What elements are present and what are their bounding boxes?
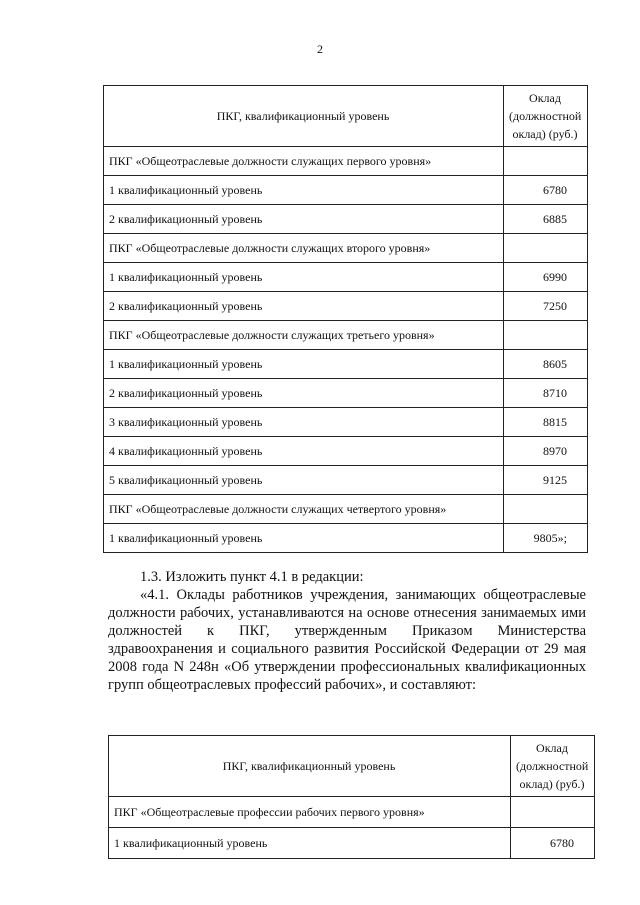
row-pkg-level: 1 квалификационный уровень (104, 176, 504, 205)
row-salary-value: 6780 (511, 828, 595, 859)
row-salary-value: 7250 (504, 292, 588, 321)
header-pkg-level: ПКГ, квалификационный уровень (109, 736, 511, 797)
table-row (104, 147, 588, 176)
table-header-row (109, 736, 595, 797)
row-pkg-level: ПКГ «Общеотраслевые должности служащих четвертого уровня» (104, 495, 504, 524)
row-pkg-level: 2 квалификационный уровень (104, 205, 504, 234)
row-pkg-level: 4 квалификационный уровень (104, 437, 504, 466)
row-salary-value (511, 797, 595, 828)
page-number: 2 (317, 42, 323, 56)
table-row (104, 321, 588, 350)
row-salary-value: 6990 (504, 263, 588, 292)
row-pkg-level: 3 квалификационный уровень (104, 408, 504, 437)
table-header-row (104, 86, 588, 147)
salary-table-employees (103, 85, 588, 553)
table-row (104, 495, 588, 524)
row-pkg-level: 5 квалификационный уровень (104, 466, 504, 495)
paragraph-1-3: 1.3. Изложить пункт 4.1 в редакции: (140, 569, 364, 585)
row-pkg-level: 1 квалификационный уровень (109, 828, 511, 859)
row-pkg-level: ПКГ «Общеотраслевые должности служащих второго уровня» (104, 234, 504, 263)
row-pkg-level: 1 квалификационный уровень (104, 524, 504, 553)
row-pkg-level: 2 квалификационный уровень (104, 379, 504, 408)
table-row (109, 828, 595, 859)
row-salary-value: 8815 (504, 408, 588, 437)
table-row (104, 234, 588, 263)
row-pkg-level: ПКГ «Общеотраслевые профессии рабочих первого уровня» (109, 797, 511, 828)
table-row (104, 408, 588, 437)
header-salary: Оклад (должностной оклад) (руб.) (511, 736, 595, 797)
table-row (104, 176, 588, 205)
row-pkg-level: ПКГ «Общеотраслевые должности служащих первого уровня» (104, 147, 504, 176)
row-salary-value (504, 234, 588, 263)
row-salary-value: 8710 (504, 379, 588, 408)
table-row (104, 263, 588, 292)
table-row (104, 437, 588, 466)
table-row (109, 797, 595, 828)
row-salary-value (504, 321, 588, 350)
table-row (104, 524, 588, 553)
table-row (104, 379, 588, 408)
row-salary-value: 6885 (504, 205, 588, 234)
table-row (104, 350, 588, 379)
row-salary-value (504, 495, 588, 524)
row-salary-value: 9805»; (504, 524, 588, 553)
table-row (104, 205, 588, 234)
table-row (104, 466, 588, 495)
row-salary-value: 8605 (504, 350, 588, 379)
row-salary-value (504, 147, 588, 176)
paragraph-4-1: «4.1. Оклады работников учреждения, занимающих общеотраслевые должности рабочих, устанавливаются на основе отнесения занимаемых ими должностей к ПКГ, утвержденным Приказом Министерства здравоохранения и социального развития Российской Федерации от 29 мая 2008 года N 248н «Об утверждении профессиональных квалификационных групп общеотраслевых профессий рабочих», и составляют: (108, 587, 586, 693)
salary-table-workers (108, 735, 595, 859)
table-row (104, 292, 588, 321)
row-pkg-level: 1 квалификационный уровень (104, 263, 504, 292)
row-pkg-level: ПКГ «Общеотраслевые должности служащих третьего уровня» (104, 321, 504, 350)
header-pkg-level: ПКГ, квалификационный уровень (104, 86, 504, 147)
row-pkg-level: 1 квалификационный уровень (104, 350, 504, 379)
row-salary-value: 6780 (504, 176, 588, 205)
row-salary-value: 9125 (504, 466, 588, 495)
row-pkg-level: 2 квалификационный уровень (104, 292, 504, 321)
header-salary: Оклад (должностной оклад) (руб.) (504, 86, 588, 147)
row-salary-value: 8970 (504, 437, 588, 466)
